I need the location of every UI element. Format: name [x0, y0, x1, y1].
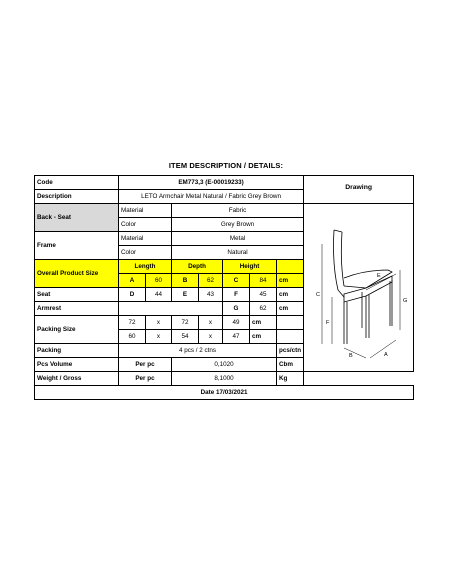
seat-e-letter: E — [172, 288, 199, 302]
packing-unit: pcs/ctn — [277, 344, 304, 358]
back-seat-color: Grey Brown — [172, 218, 304, 232]
packing-size-r1-length: 72 — [119, 316, 146, 330]
drawing-letter-b: B — [349, 353, 353, 359]
packing-size-r1-depth: 72 — [172, 316, 199, 330]
description-value: LETO Armchair Metal Natural / Fabric Grey Brown — [119, 190, 304, 204]
frame-label: Frame — [35, 232, 119, 260]
seat-d-value: 44 — [146, 288, 172, 302]
back-seat-material-label: Material — [119, 204, 172, 218]
overall-a-letter: A — [119, 274, 146, 288]
packing-label: Packing — [35, 344, 119, 358]
seat-f-letter: F — [223, 288, 250, 302]
packing-size-r1-blank — [277, 316, 304, 330]
packing-size-r2-height: 47 — [223, 330, 250, 344]
weight-value: 8,1000 — [172, 372, 277, 386]
volume-value: 0,1020 — [172, 358, 277, 372]
back-seat-color-label: Color — [119, 218, 172, 232]
overall-size-label: Overall Product Size — [35, 260, 119, 288]
weight-unit: Kg — [277, 372, 304, 386]
packing-size-r1-x1: x — [146, 316, 172, 330]
overall-blank — [277, 260, 304, 274]
spec-table — [34, 175, 414, 400]
date: Date 17/03/2021 — [35, 386, 414, 400]
chair-drawing — [304, 204, 413, 362]
packing-value: 4 pcs / 2 ctns — [119, 344, 277, 358]
height-header: Height — [223, 260, 277, 274]
overall-a-value: 60 — [146, 274, 172, 288]
volume-label: Pcs Volume — [35, 358, 119, 372]
packing-size-r1-x2: x — [199, 316, 223, 330]
page-title: ITEM DESCRIPTION / DETAILS: — [168, 161, 284, 170]
dim-depth-b — [344, 348, 366, 358]
packing-size-r2-x2: x — [199, 330, 223, 344]
overall-b-value: 62 — [199, 274, 223, 288]
packing-size-r2-depth: 54 — [172, 330, 199, 344]
overall-c-letter: C — [223, 274, 250, 288]
description-label: Description — [35, 190, 119, 204]
packing-size-r2-length: 60 — [119, 330, 146, 344]
frame-color-label: Color — [119, 246, 172, 260]
overall-b-letter: B — [172, 274, 199, 288]
armrest-blank — [119, 302, 223, 316]
seat-e-value: 43 — [199, 288, 223, 302]
packing-size-r1-unit: cm — [250, 316, 277, 330]
armrest-unit: cm — [277, 302, 304, 316]
drawing-letter-e: E — [377, 273, 381, 279]
drawing-title: Drawing — [345, 184, 373, 191]
overall-c-value: 84 — [250, 274, 277, 288]
seat-d-letter: D — [119, 288, 146, 302]
drawing-letter-c: C — [316, 292, 321, 298]
chair-leg-back-right — [390, 280, 392, 326]
depth-header: Depth — [172, 260, 223, 274]
chair-leg-front-left — [344, 302, 347, 344]
volume-per: Per pc — [119, 358, 172, 372]
length-header: Length — [119, 260, 172, 274]
dim-width-a — [370, 340, 396, 358]
drawing-header — [304, 176, 414, 204]
chair-leg-front-right — [366, 295, 369, 338]
weight-per: Per pc — [119, 372, 172, 386]
armrest-g-letter: G — [223, 302, 250, 316]
chair-back-top — [334, 230, 342, 232]
seat-unit: cm — [277, 288, 304, 302]
frame-color: Natural — [172, 246, 304, 260]
packing-size-r2-unit: cm — [250, 330, 277, 344]
drawing-letter-a: A — [384, 352, 388, 358]
armrest-label: Armrest — [35, 302, 119, 316]
seat-f-value: 45 — [250, 288, 277, 302]
code-value: EM773,3 (E-00019233) — [119, 176, 304, 190]
frame-material: Metal — [172, 232, 304, 246]
back-seat-label: Back - Seat — [35, 204, 119, 232]
drawing-letter-f: F — [326, 320, 330, 326]
drawing-cell — [304, 204, 414, 372]
weight-label: Weight / Gross — [35, 372, 119, 386]
chair-back — [334, 230, 345, 297]
packing-size-r2-x1: x — [146, 330, 172, 344]
seat-label: Seat — [35, 288, 119, 302]
packing-size-r2-blank — [277, 330, 304, 344]
packing-size-label: Packing Size — [35, 316, 119, 344]
armrest-g-value: 62 — [250, 302, 277, 316]
code-label: Code — [35, 176, 119, 190]
chair-back-front — [341, 232, 344, 286]
drawing-letter-g: G — [403, 298, 408, 304]
back-seat-material: Fabric — [172, 204, 304, 218]
packing-size-r1-height: 49 — [223, 316, 250, 330]
frame-material-label: Material — [119, 232, 172, 246]
overall-unit: cm — [277, 274, 304, 288]
volume-unit: Cbm — [277, 358, 304, 372]
